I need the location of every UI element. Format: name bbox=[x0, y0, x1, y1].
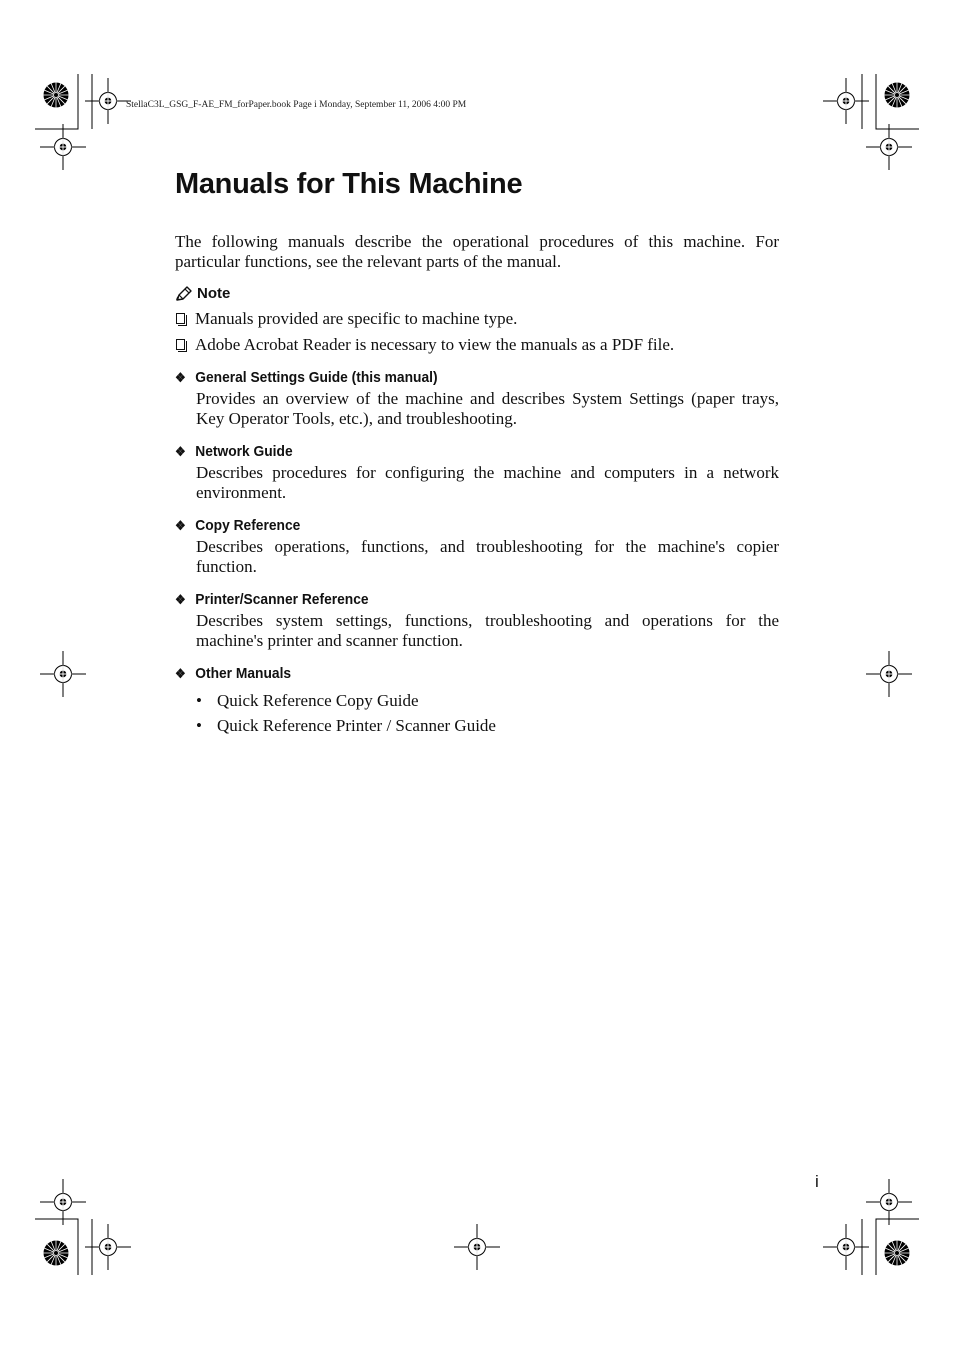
section-general-settings-guide bbox=[175, 369, 779, 428]
section-title: Copy Reference bbox=[195, 517, 301, 534]
section-title: Printer/Scanner Reference bbox=[195, 591, 369, 608]
section-heading bbox=[175, 443, 731, 461]
section-title: General Settings Guide (this manual) bbox=[195, 369, 438, 386]
section-title: Network Guide bbox=[195, 443, 293, 460]
section-heading bbox=[175, 517, 731, 535]
diamond-bullet-icon: ❖ bbox=[175, 666, 186, 681]
section-network-guide bbox=[175, 443, 779, 502]
file-info-header: StellaC3L_GSG_F-AE_FM_forPaper.book Page i Monday, September 11, 2006 4:00 PM bbox=[126, 100, 467, 110]
diamond-bullet-icon: ❖ bbox=[175, 444, 186, 459]
bullet-icon: • bbox=[196, 716, 202, 735]
page-title: Manuals for This Machine bbox=[175, 168, 523, 200]
note-title: Note bbox=[197, 285, 231, 302]
pencil-icon bbox=[175, 286, 193, 302]
note-heading bbox=[175, 285, 779, 303]
section-heading bbox=[175, 665, 731, 683]
note-item-text: Manuals provided are specific to machine type. bbox=[195, 309, 518, 328]
page-number: i bbox=[815, 1172, 819, 1191]
section-description: Describes procedures for configuring the machine and computers in a network environment. bbox=[196, 463, 779, 502]
list-item-text: Quick Reference Copy Guide bbox=[217, 691, 419, 710]
list-item bbox=[196, 691, 779, 711]
checkbox-bullet-icon bbox=[176, 313, 185, 324]
note-item bbox=[175, 309, 779, 329]
checkbox-bullet-icon bbox=[176, 339, 185, 350]
list-item-text: Quick Reference Printer / Scanner Guide bbox=[217, 716, 496, 735]
section-title: Other Manuals bbox=[195, 665, 292, 682]
intro-paragraph: The following manuals describe the operational procedures of this machine. For particular functions, see the relevant parts of the manual. bbox=[175, 232, 779, 271]
diamond-bullet-icon: ❖ bbox=[175, 518, 186, 533]
section-description: Describes system settings, functions, troubleshooting and operations for the machine's printer and scanner function. bbox=[196, 611, 779, 650]
bullet-icon: • bbox=[196, 691, 202, 710]
section-description: Provides an overview of the machine and describes System Settings (paper trays, Key Operator Tools, etc.), and troubleshooting. bbox=[196, 389, 779, 428]
note-item-text: Adobe Acrobat Reader is necessary to view the manuals as a PDF file. bbox=[195, 334, 675, 354]
diamond-bullet-icon: ❖ bbox=[175, 592, 186, 607]
list-item bbox=[196, 716, 779, 736]
page-content bbox=[175, 232, 779, 741]
section-description: Describes operations, functions, and troubleshooting for the machine's copier function. bbox=[196, 537, 779, 576]
section-other-manuals bbox=[175, 665, 779, 736]
other-manuals-list bbox=[196, 691, 779, 736]
diamond-bullet-icon: ❖ bbox=[175, 370, 186, 385]
section-heading bbox=[175, 591, 731, 609]
note-item bbox=[175, 335, 779, 355]
section-printer-scanner-reference bbox=[175, 591, 779, 650]
section-copy-reference bbox=[175, 517, 779, 576]
section-heading bbox=[175, 369, 731, 387]
